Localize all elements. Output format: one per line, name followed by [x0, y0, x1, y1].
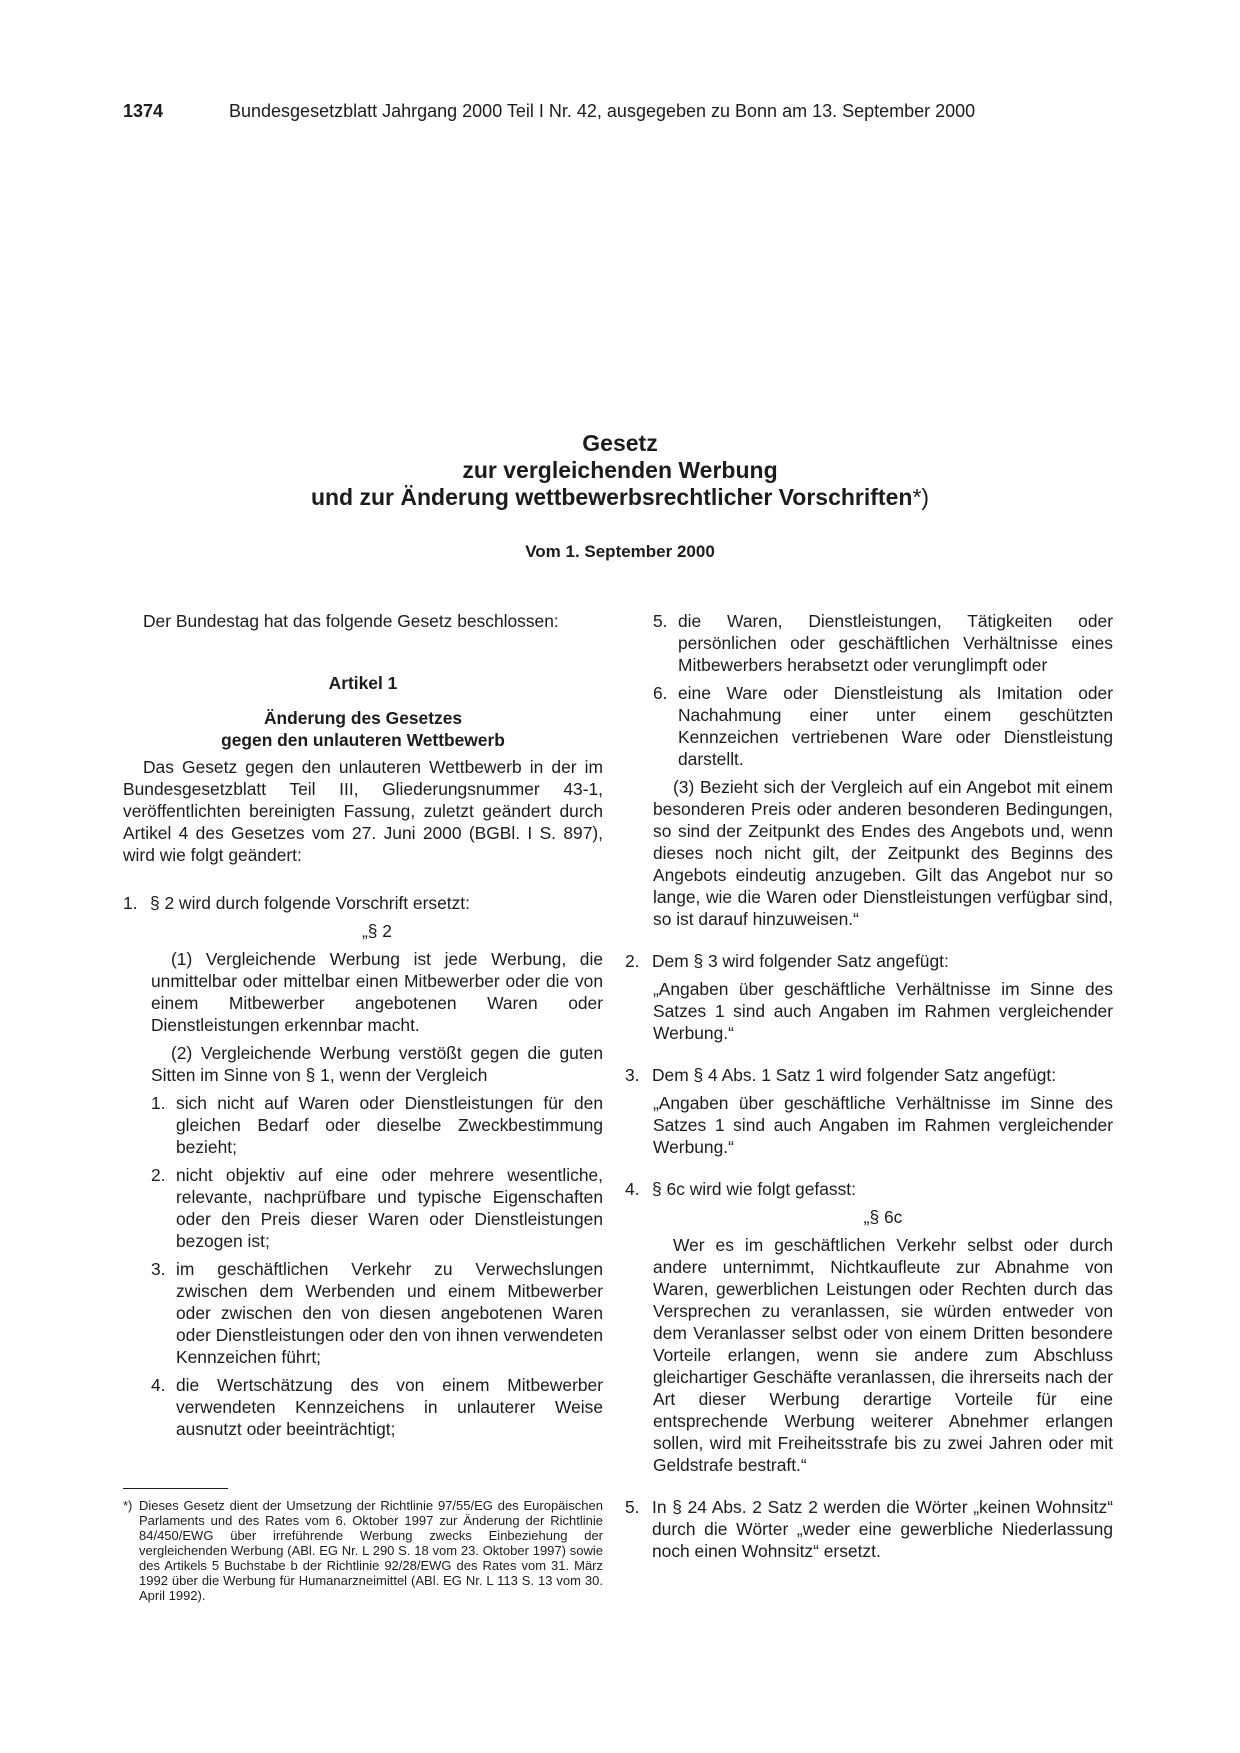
list-item-text: Dem § 3 wird folgender Satz angefügt:: [652, 951, 949, 971]
paragraph-2-body: [151, 948, 603, 1440]
list-item-4: [625, 1178, 1113, 1200]
list-item-text: In § 24 Abs. 2 Satz 2 werden die Wörter „keinen Wohnsitz“ durch die Wörter „weder eine gewerbliche Niederlassung noch einen Wohnsitz“ ersetzt.: [652, 1497, 1113, 1561]
law-title: [0, 430, 1240, 511]
sub-item-text: die Waren, Dienstleistungen, Tätigkeiten oder persönlichen oder geschäftlichen Verhältnisse eines Mitbewerbers herabsetzt oder verunglimpft oder: [678, 611, 1113, 675]
sub-item-4: [151, 1374, 603, 1440]
list-item-number: 4.: [625, 1179, 640, 1199]
left-column: [123, 610, 603, 1440]
list-item-3-quote: „Angaben über geschäftliche Verhältnisse im Sinne des Satzes 1 sind auch Angaben im Rahmen vergleichender Werbung.“: [653, 1093, 1113, 1157]
artikel-subheading-1: Änderung des Gesetzes: [263, 708, 463, 728]
sub-item-number: 6.: [653, 683, 668, 703]
sub-item-number: 1.: [151, 1093, 166, 1113]
intro-text: Der Bundestag hat das folgende Gesetz beschlossen:: [143, 611, 559, 631]
right-column: [625, 610, 1113, 1562]
page-number: 1374: [123, 101, 164, 121]
paragraph-heading: „§ 2: [362, 921, 392, 941]
list-item-1: [123, 892, 603, 914]
sub-item-2: [151, 1164, 603, 1252]
sub-item-text: nicht objektiv auf eine oder mehrere wesentliche, relevante, nachprüfbare und typische Eigenschaften oder den Preis dieser Waren oder Dienstleistungen bezogen ist;: [176, 1165, 603, 1251]
list-item-2: [625, 950, 1113, 972]
sub-item-5: [653, 610, 1113, 676]
artikel-body: Das Gesetz gegen den unlauteren Wettbewerb in der im Bundesgesetzblatt Teil III, Gliederungsnummer 43-1, veröffentlichten bereinigten Fassung, zuletzt geändert durch Artikel 4 des Gesetzes vom 27. Juni 2000 (BGBl. I S. 897), wird wie folgt geändert:: [123, 757, 603, 865]
sub-item-6: [653, 682, 1113, 770]
paragraph-2-continued: [653, 610, 1113, 930]
sub-item-number: 2.: [151, 1165, 166, 1185]
footnote-marker: *): [123, 1498, 133, 1513]
sub-item-text: die Wertschätzung des von einem Mitbewerber verwendeten Kennzeichens in unlauterer Weise ausnutzt oder beeinträchtigt;: [176, 1375, 603, 1439]
absatz-3: (3) Bezieht sich der Vergleich auf ein Angebot mit einem besonderen Preis oder anderen besonderen Bedingungen, so sind der Zeitpunkt des Endes des Angebots und, wenn dieses noch nicht gilt, der Zeitpunkt des Beginns des Angebots eindeutig anzugeben. Gilt das Angebot nur so lange, wie die Waren oder Dienstleistungen verfügbar sind, so ist darauf hinzuweisen.“: [653, 777, 1113, 929]
sub-item-number: 5.: [653, 611, 668, 631]
list-item-5: [625, 1496, 1113, 1562]
list-item-text: § 2 wird durch folgende Vorschrift ersetzt:: [150, 893, 470, 913]
running-header: [123, 100, 975, 122]
running-title: Bundesgesetzblatt Jahrgang 2000 Teil I Nr. 42, ausgegeben zu Bonn am 13. September 2000: [229, 101, 976, 121]
list-item-2-quote: „Angaben über geschäftliche Verhältnisse im Sinne des Satzes 1 sind auch Angaben im Rahmen vergleichender Werbung.“: [653, 979, 1113, 1043]
sub-item-1: [151, 1092, 603, 1158]
list-item-text: § 6c wird wie folgt gefasst:: [652, 1179, 856, 1199]
title-line-1: Gesetz: [582, 430, 658, 456]
list-item-number: 3.: [625, 1065, 640, 1085]
title-footnote-marker: *): [912, 484, 930, 510]
paragraph-6c-heading: „§ 6c: [863, 1207, 903, 1227]
list-item-number: 2.: [625, 951, 640, 971]
title-line-3: [0, 484, 1240, 511]
sub-item-text: eine Ware oder Dienstleistung als Imitation oder Nachahmung einer unter einem geschützten Kennzeichen vertriebenen Ware oder Dienstleistung darstellt.: [678, 683, 1113, 769]
list-item-text: Dem § 4 Abs. 1 Satz 1 wird folgender Satz angefügt:: [652, 1065, 1057, 1085]
artikel-heading: Artikel 1: [328, 673, 398, 693]
title-line-2: zur vergleichenden Werbung: [462, 457, 778, 483]
list-item-number: 1.: [123, 893, 138, 913]
law-date: Vom 1. September 2000: [525, 542, 715, 561]
sub-item-3: [151, 1258, 603, 1368]
absatz-1: (1) Vergleichende Werbung ist jede Werbung, die unmittelbar oder mittelbar einen Mitbewerber oder die von einem Mitbewerber angebotenen Waren oder Dienstleistungen erkennbar macht.: [151, 949, 603, 1035]
footnote: [123, 1498, 603, 1603]
list-item-3: [625, 1064, 1113, 1086]
sub-item-number: 3.: [151, 1259, 166, 1279]
absatz-2: (2) Vergleichende Werbung verstößt gegen die guten Sitten im Sinne von § 1, wenn der Vergleich: [151, 1043, 603, 1085]
paragraph-6c-body: Wer es im geschäftlichen Verkehr selbst oder durch andere unternimmt, Nichtkaufleute zur Abnahme von Waren, gewerblichen Leistungen oder Rechten durch das Versprechen zu veranlassen, sie würden entweder von dem Veranlasser selbst oder von einem Dritten besondere Vorteile erlangen, wenn sie andere zum Abschluss gleichartiger Geschäfte veranlassen, die ihrerseits nach der Art dieser Werbung derartige Vorteile für eine entsprechende Werbung weiterer Abnehmer erlangen sollen, wird mit Freiheitsstrafe bis zu zwei Jahren oder mit Geldstrafe bestraft.“: [653, 1235, 1113, 1475]
artikel-subheading-2: gegen den unlauteren Wettbewerb: [221, 730, 505, 750]
footnote-text: Dieses Gesetz dient der Umsetzung der Richtlinie 97/55/EG des Europäischen Parlaments und des Rates vom 6. Oktober 1997 zur Änderung der Richtlinie 84/450/EWG über irreführende Werbung zwecks Einbeziehung der vergleichenden Werbung (ABl. EG Nr. L 290 S. 18 vom 23. Oktober 1997) sowie des Artikels 5 Buchstabe b der Richtlinie 92/28/EWG des Rates vom 31. März 1992 über die Werbung für Humanarzneimittel (ABl. EG Nr. L 113 S. 13 vom 30. April 1992).: [139, 1498, 603, 1603]
title-line-3-text: und zur Änderung wettbewerbsrechtlicher Vorschriften: [310, 484, 913, 510]
footnote-divider: [123, 1488, 228, 1489]
sub-item-text: im geschäftlichen Verkehr zu Verwechslungen zwischen dem Werbenden und einem Mitbewerber oder zwischen den von diesen angebotenen Waren oder Dienstleistungen oder den von ihnen verwendeten Kennzeichen führt;: [176, 1259, 603, 1367]
sub-item-text: sich nicht auf Waren oder Dienstleistungen für den gleichen Bedarf oder dieselbe Zweckbestimmung bezieht;: [176, 1093, 603, 1157]
sub-item-number: 4.: [151, 1375, 166, 1395]
list-item-number: 5.: [625, 1497, 640, 1517]
